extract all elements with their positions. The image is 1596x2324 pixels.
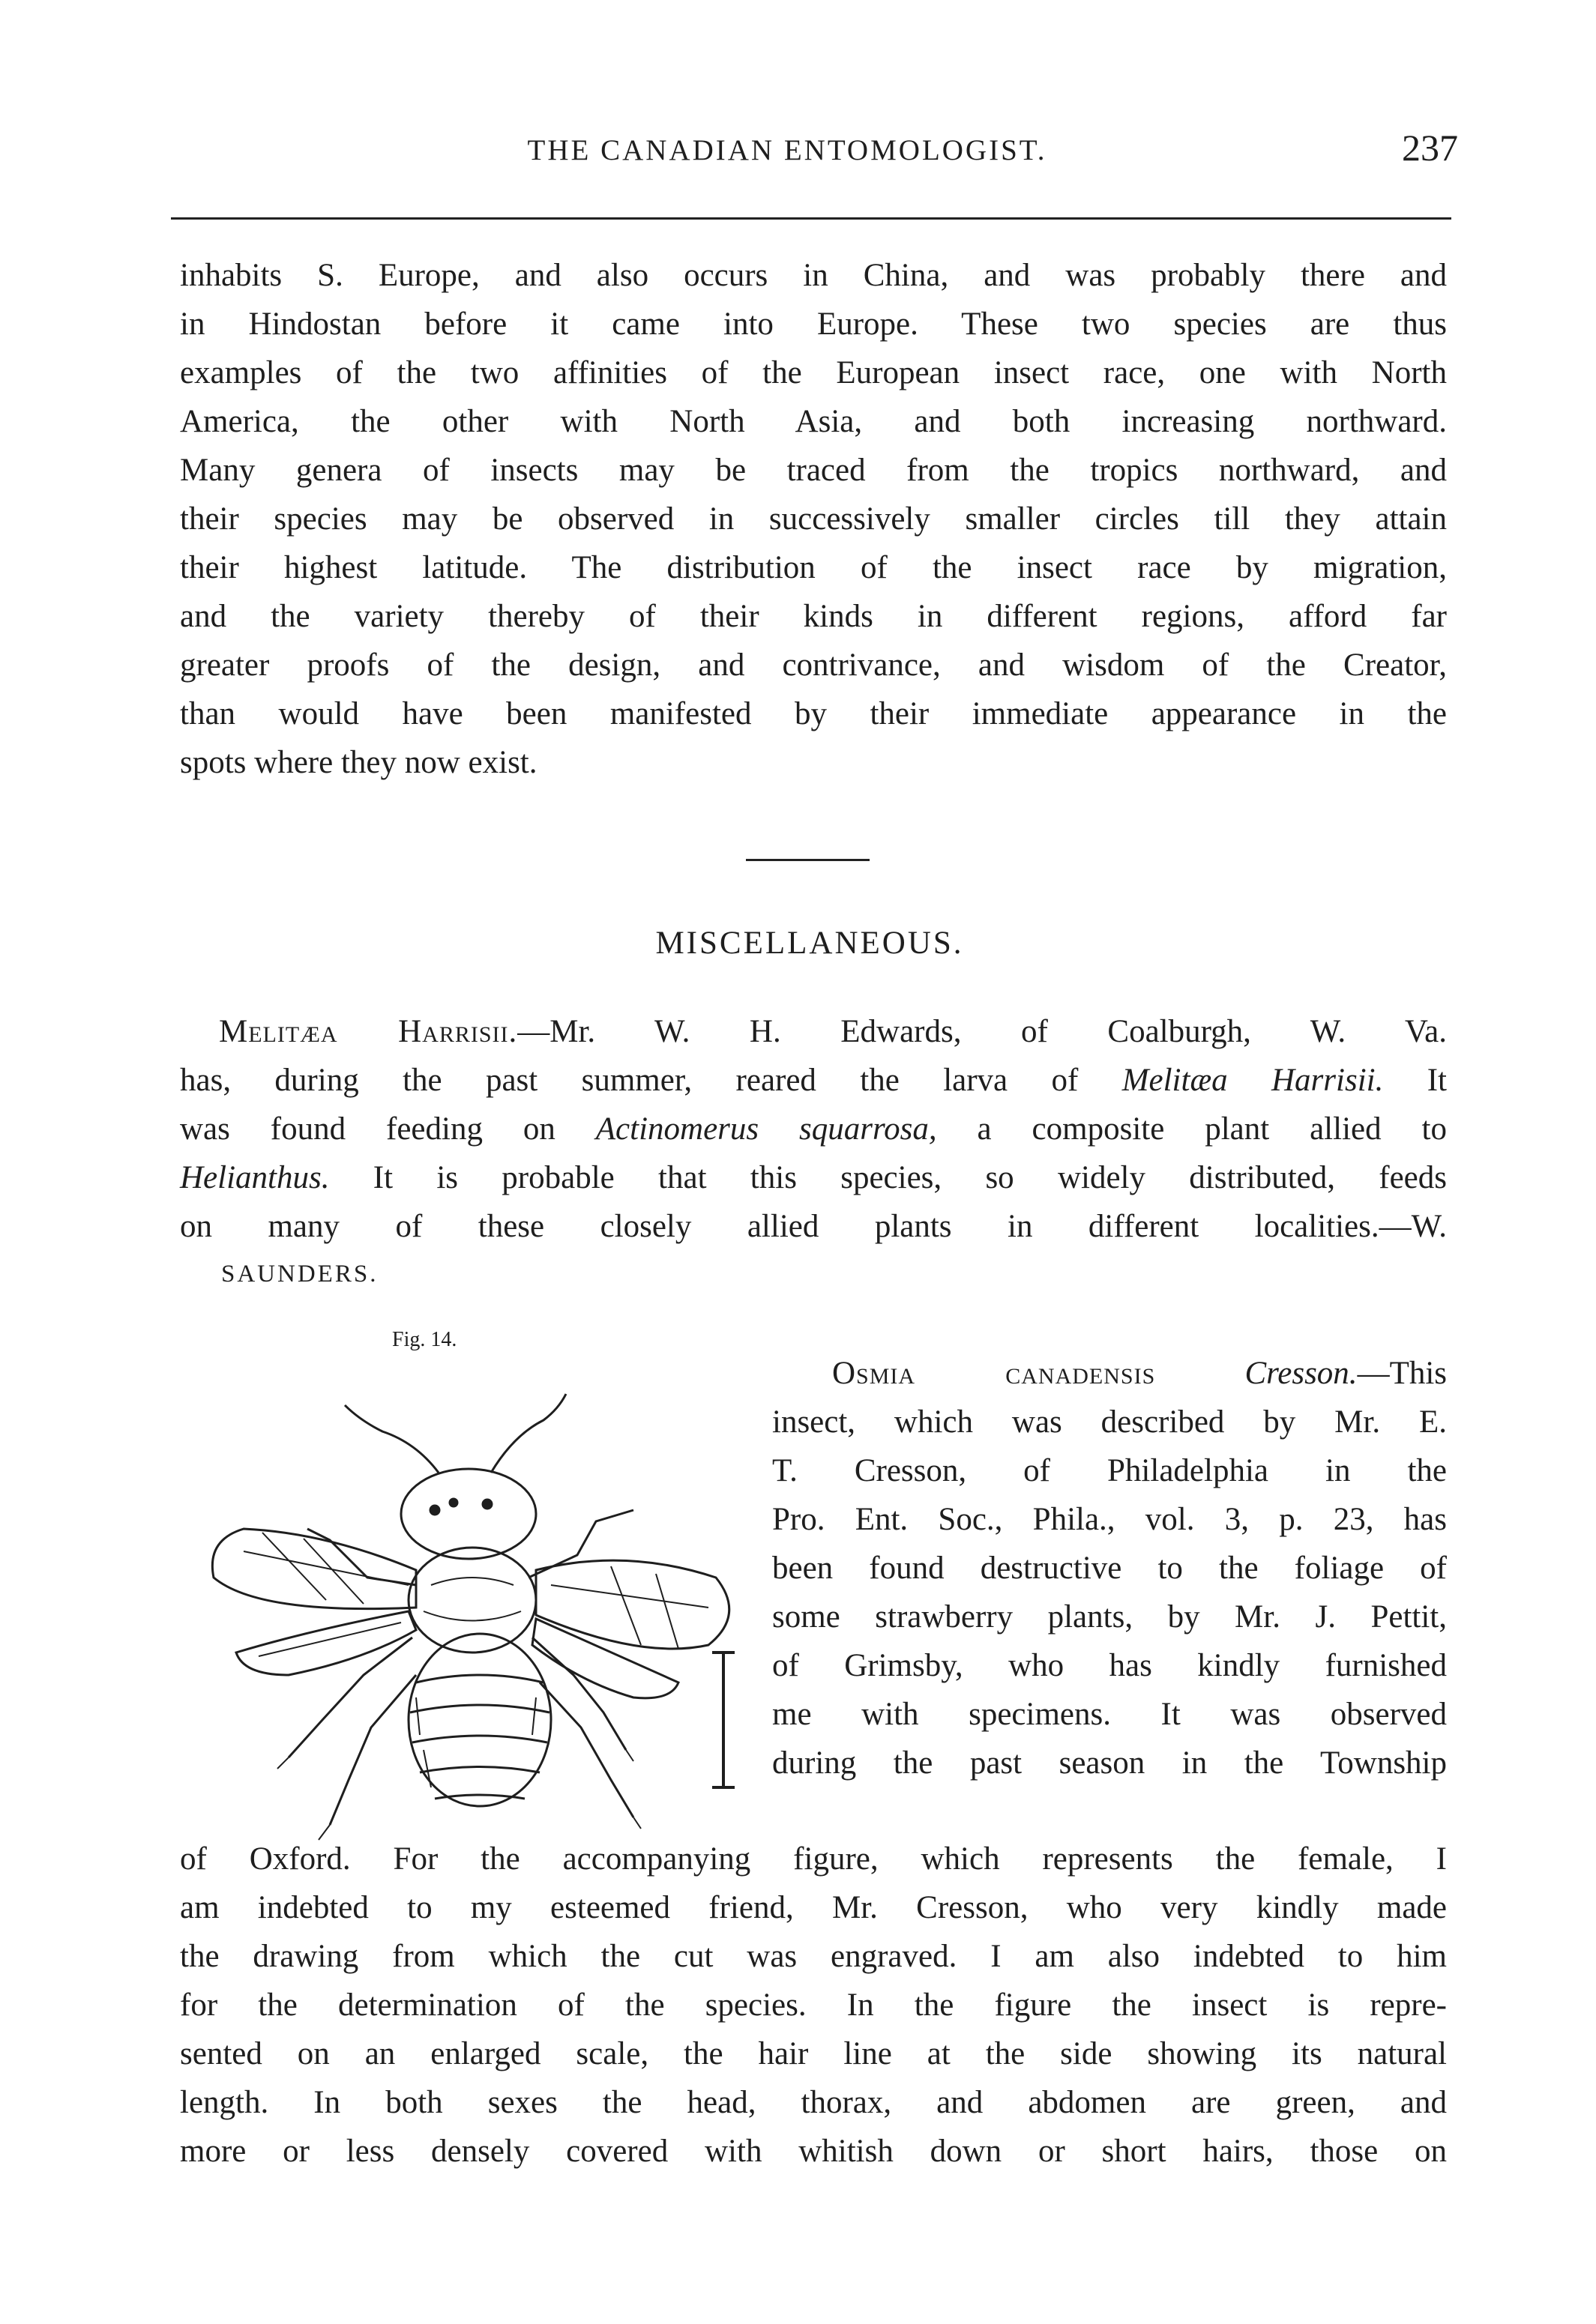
author-byline: SAUNDERS. <box>221 1261 379 1288</box>
wing-left-fore <box>212 1529 416 1609</box>
bee-illustration <box>191 1360 761 1847</box>
note-text: a composite plant allied to <box>936 1111 1447 1147</box>
text-line: inhabits S. Europe, and also occurs in China, and was probably there and <box>180 258 1447 293</box>
bee-leg <box>289 1638 412 1757</box>
bee-leg <box>307 1529 416 1585</box>
text-line: insect, which was described by Mr. E. <box>772 1404 1447 1440</box>
text-line: examples of the two affinities of the European insect race, one with North <box>180 355 1447 390</box>
text-line: than would have been manifested by their immediate appearance in the <box>180 696 1447 731</box>
note-text: —This <box>1357 1356 1448 1391</box>
melitaea-note <box>180 1007 1447 1251</box>
wing-left-hind <box>236 1611 416 1675</box>
osmia-note-intro <box>772 1349 1447 1787</box>
genus-name: Helianthus. <box>180 1160 330 1195</box>
text-line: on many of these closely allied plants in different localities.—W. <box>180 1209 1447 1244</box>
text-line: their highest latitude. The distribution of the insect race by migration, <box>180 550 1447 585</box>
text-line: length. In both sexes the head, thorax, and abdomen are green, and <box>180 2085 1447 2120</box>
text-line <box>180 1153 1447 1202</box>
antenna-right <box>491 1394 566 1473</box>
text-line: some strawberry plants, by Mr. J. Pettit, <box>772 1599 1447 1635</box>
section-heading: MISCELLANEOUS. <box>655 926 964 961</box>
text-line: me with specimens. It was observed <box>772 1697 1447 1732</box>
text-line: more or less densely covered with whitish down or short hairs, those on <box>180 2134 1447 2169</box>
section-divider <box>746 859 870 861</box>
text-line: T. Cresson, of Philadelphia in the <box>772 1453 1447 1488</box>
text-line: the drawing from which the cut was engraved. I am also indebted to him <box>180 1939 1447 1974</box>
text-line <box>180 1105 1447 1153</box>
note-text: —Mr. W. H. Edwards, of Coalburgh, W. Va. <box>517 1014 1447 1049</box>
wing-right-fore <box>536 1560 729 1649</box>
note-text: It is probable that this species, so widely distributed, feeds <box>329 1160 1447 1195</box>
osmia-note-continuation <box>180 1835 1447 2176</box>
text-line: America, the other with North Asia, and both increasing northward. <box>180 404 1447 439</box>
text-line: in Hindostan before it came into Europe. These two species are thus <box>180 307 1447 342</box>
text-line: their species may be observed in successively smaller circles till they attain <box>180 501 1447 537</box>
species-name: Actinomerus squarrosa, <box>595 1111 937 1147</box>
note-title: Osmia canadensis <box>832 1356 1156 1391</box>
bee-leg <box>540 1682 633 1817</box>
figure-label: Fig. 14. <box>392 1328 457 1351</box>
note-text: has, during the past summer, reared the larva of <box>180 1063 1122 1098</box>
text-line: during the past season in the Township <box>772 1745 1447 1781</box>
bee-head <box>401 1469 536 1559</box>
continuation-paragraph <box>180 251 1447 787</box>
scale-line <box>712 1653 735 1787</box>
note-text: It <box>1383 1063 1447 1098</box>
text-line: of Oxford. For the accompanying figure, which represents the female, I <box>180 1841 1447 1877</box>
text-line <box>180 1007 1447 1056</box>
text-line: sented on an enlarged scale, the hair line at the side showing its natural <box>180 2036 1447 2071</box>
text-line: spots where they now exist. <box>180 745 537 780</box>
text-line: Many genera of insects may be traced from the tropics northward, and <box>180 453 1447 488</box>
header-rule <box>171 217 1451 220</box>
bee-thorax <box>409 1548 536 1653</box>
text-line: of Grimsby, who has kindly furnished <box>772 1648 1447 1683</box>
text-line: greater proofs of the design, and contrivance, and wisdom of the Creator, <box>180 648 1447 683</box>
text-line: and the variety thereby of their kinds in different regions, afford far <box>180 599 1447 634</box>
text-line <box>772 1349 1447 1398</box>
note-title: Melitæa Harrisii. <box>219 1014 518 1049</box>
antenna-left <box>345 1405 439 1473</box>
page-number: 237 <box>1402 127 1458 169</box>
note-text: was found feeding on <box>180 1111 596 1147</box>
text-line: been found destructive to the foliage of <box>772 1551 1447 1586</box>
text-line <box>180 1056 1447 1105</box>
running-header-title: THE CANADIAN ENTOMOLOGIST. <box>527 134 1047 166</box>
text-line: Pro. Ent. Soc., Phila., vol. 3, p. 23, has <box>772 1502 1447 1537</box>
species-name: Melitæa Harrisii. <box>1121 1063 1384 1098</box>
author-name: Cresson. <box>1244 1356 1358 1391</box>
text-line: for the determination of the species. In the figure the insect is repre- <box>180 1988 1447 2023</box>
text-line: am indebted to my esteemed friend, Mr. Cresson, who very kindly made <box>180 1890 1447 1925</box>
